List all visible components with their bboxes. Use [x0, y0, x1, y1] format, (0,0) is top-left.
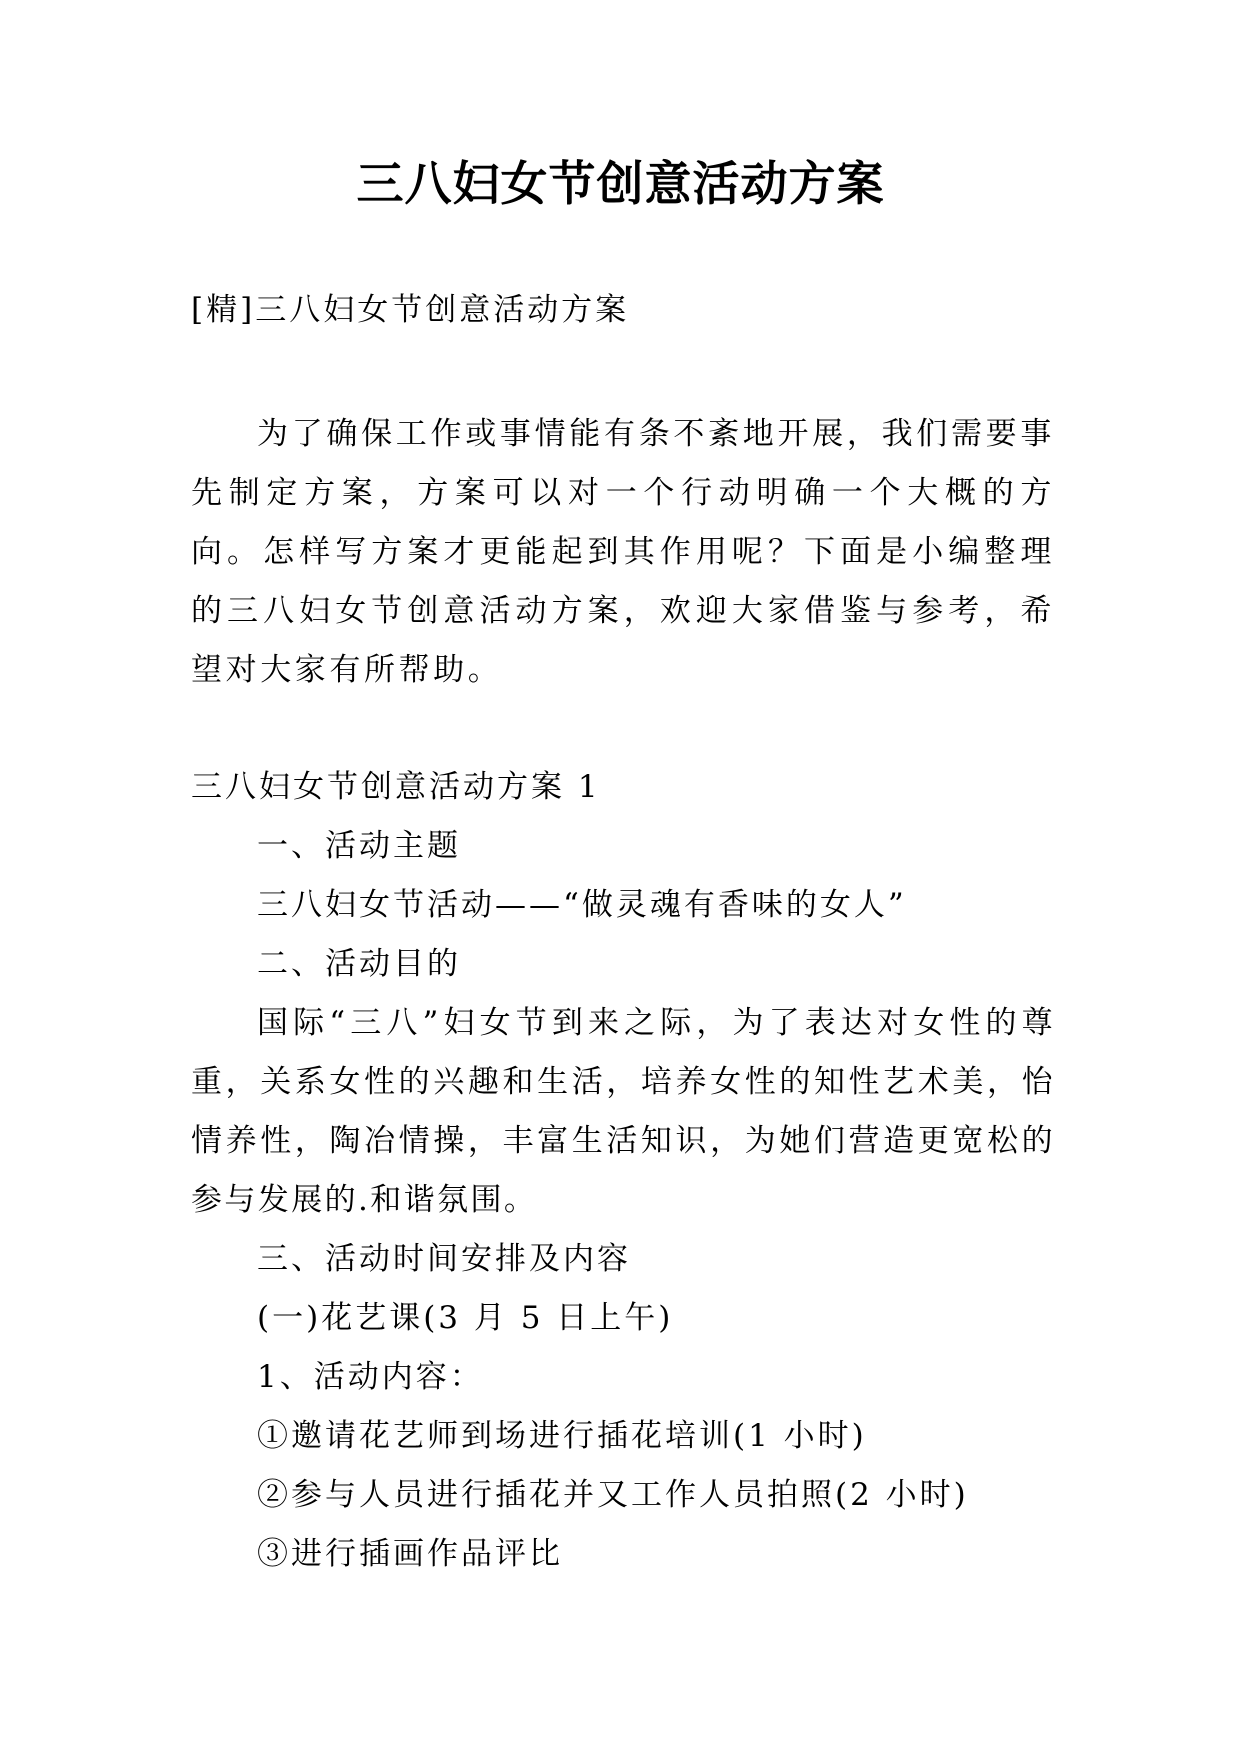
sub-heading-flower-class: (一)花艺课(3 月 5 日上午) [257, 1300, 674, 1336]
list-item: ②参与人员进行插花并又工作人员拍照(2 小时) [257, 1477, 969, 1513]
heading-schedule: 三、活动时间安排及内容 [257, 1241, 631, 1277]
intro-paragraph: 为了确保工作或事情能有条不紊地开展，我们需要事先制定方案，方案可以对一个行动明确一个大概的方向。怎样写方案才更能起到其作用呢？下面是小编整理的三八妇女节创意活动方案，欢迎大家借鉴与参考，希望对大家有所帮助。 [191, 416, 1055, 688]
heading-purpose: 二、活动目的 [257, 946, 461, 982]
list-item: ③进行插画作品评比 [257, 1536, 563, 1572]
purpose-paragraph: 国际“三八”妇女节到来之际，为了表达对女性的尊重，关系女性的兴趣和生活，培养女性的知性艺术美，怡情养性，陶冶情操，丰富生活知识，为她们营造更宽松的参与发展的.和谐氛围。 [191, 1005, 1055, 1218]
list-item: ①邀请花艺师到场进行插花培训(1 小时) [257, 1418, 867, 1454]
document-title: 三八妇女节创意活动方案 [356, 157, 885, 212]
document-body [191, 758, 1055, 1584]
section-title: 三八妇女节创意活动方案 1 [191, 769, 601, 805]
heading-theme: 一、活动主题 [257, 828, 461, 864]
document-subtitle: [精]三八妇女节创意活动方案 [191, 292, 630, 328]
theme-text: 三八妇女节活动——“做灵魂有香味的女人” [257, 887, 907, 923]
content-label: 1、活动内容： [257, 1359, 484, 1395]
